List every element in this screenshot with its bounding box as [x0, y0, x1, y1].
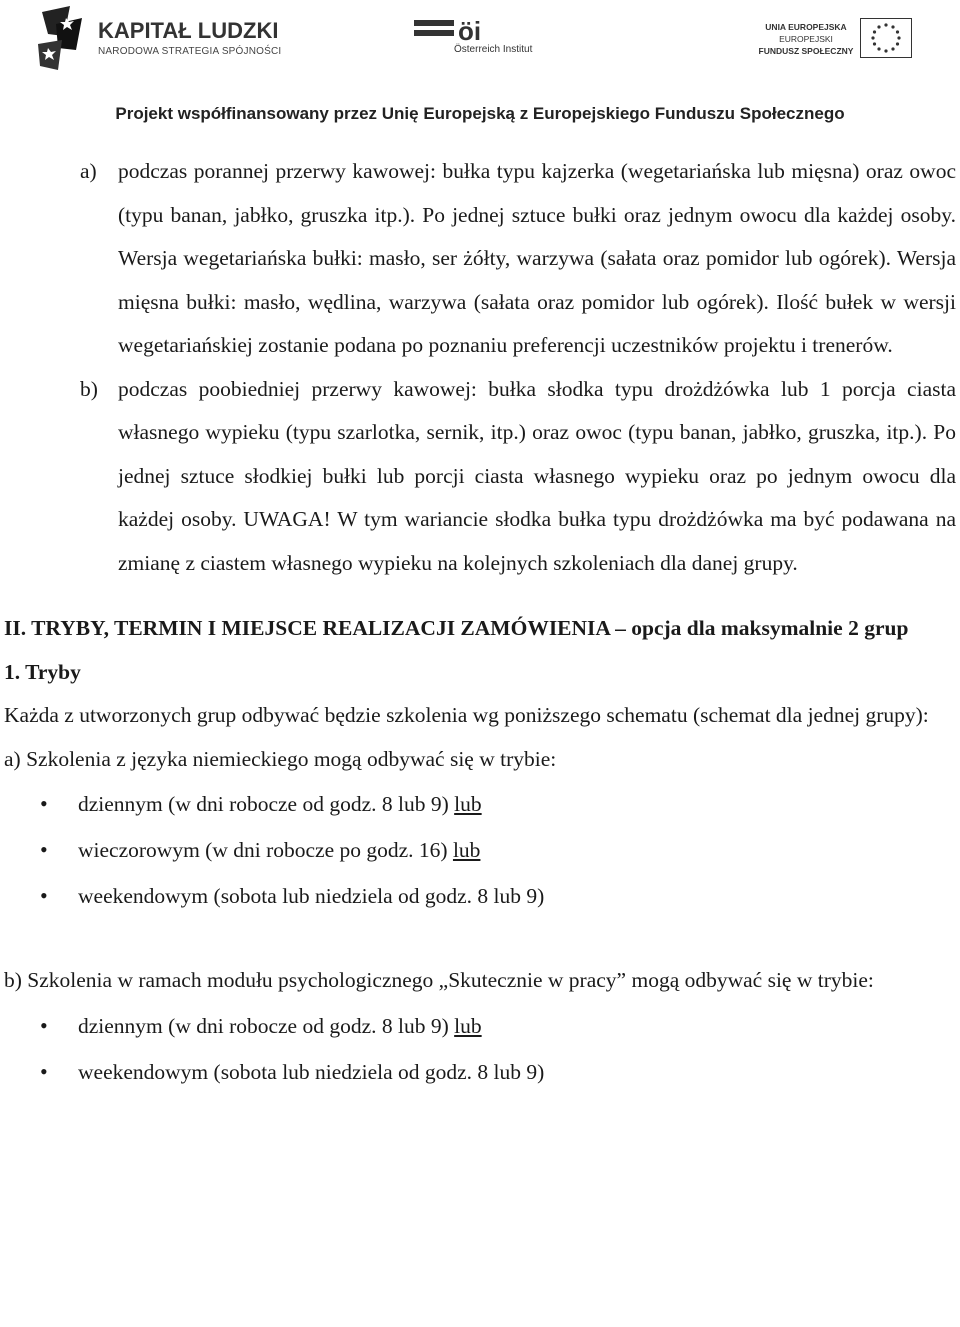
lub-link: lub: [452, 838, 481, 862]
list-b: [4, 1003, 956, 1095]
intro-paragraph: Każda z utworzonych grup odbywać będzie szkolenia wg poniższego schematu (schemat dla jednej grupy):: [4, 703, 929, 727]
list-a: [4, 781, 956, 919]
catering-item-a: [4, 150, 956, 368]
catering-item-b: [4, 368, 956, 586]
list-item: • dziennym (w dni robocze od godz. 8 lub 9) lub: [4, 781, 956, 827]
oi-name: Österreich Institut: [454, 44, 533, 55]
svg-text:öi: öi: [458, 18, 482, 46]
ue-line-3: FUNDUSZ SPOŁECZNY: [758, 46, 854, 56]
list-item: • dziennym (w dni robocze od godz. 8 lub 9) lub: [4, 1003, 956, 1049]
subheading-tryby: 1. Tryby: [4, 659, 81, 684]
ue-line-1: UNIA EUROPEJSKA: [765, 22, 847, 32]
item-a-text: podczas porannej przerwy kawowej: bułka typu kajzerka (wegetariańska lub mięsna) oraz owoc (typu banan, jabłko, gruszka itp.). Po jednej sztuce bułki oraz jednym owocu dla każdej osoby. Wersja wegetariańska bułki: masło, ser żółty, warzywa (sałata oraz pomidor lub ogórek). Wersja mięsna bułki: masło, wędlina, warzywa (sałata oraz pomidor lub ogórek). Ilość bułek w wersji wegetariańskiej zostanie podana po poznaniu preferencji uczestników projektu i trenerów.: [118, 159, 956, 357]
kapital-ludzki-title: KAPITAŁ LUDZKI: [98, 18, 279, 43]
item-a-label: a): [80, 159, 97, 183]
kapital-ludzki-emblem-icon: [36, 4, 96, 76]
section-heading: II. TRYBY, TERMIN I MIEJSCE REALIZACJI ZAMÓWIENIA – opcja dla maksymalnie 2 grup: [4, 616, 909, 640]
project-cofinancing-line: Projekt współfinansowany przez Unię Europejską z Europejskiego Funduszu Społecznego: [115, 104, 845, 123]
list-item: • weekendowym (sobota lub niedziela od godz. 8 lub 9): [4, 873, 956, 919]
oi-emblem-icon: [414, 18, 584, 46]
osterreich-institut-logo: [414, 18, 584, 58]
kapital-ludzki-subtitle: NARODOWA STRATEGIA SPÓJNOŚCI: [98, 46, 282, 57]
list-b-intro: b) Szkolenia w ramach modułu psychologicznego „Skutecznie w pracy” mogą odbywać się w trybie:: [4, 968, 874, 992]
logo-bar: [0, 0, 960, 100]
list-item: • weekendowym (sobota lub niedziela od godz. 8 lub 9): [4, 1049, 956, 1095]
document-body: [4, 150, 956, 1095]
kapital-ludzki-logo: [36, 4, 286, 76]
item-b-text: podczas poobiedniej przerwy kawowej: bułka słodka typu drożdżówka lub 1 porcja ciasta własnego wypieku (typu szarlotka, sernik, itp.) oraz owoc (typu banan, jabłko, gruszka, itp.). Po jednej sztuce słodkiej bułki lub porcji ciasta własnego wypieku oraz po jednym owocu dla każdej osoby. UWAGA! W tym wariancie słodka bułka typu drożdżówka ma być podawana na zmianę z ciastem własnego wypieku na kolejnych szkoleniach dla danej grupy.: [118, 376, 956, 575]
lub-link: lub: [454, 792, 482, 816]
ue-line-2: EUROPEJSKI: [779, 34, 833, 44]
list-item: • wieczorowym (w dni robocze po godz. 16) lub: [4, 827, 956, 873]
item-b-label: b): [80, 376, 98, 401]
lub-link: lub: [454, 1013, 482, 1038]
unia-europejska-logo: [756, 18, 916, 66]
list-a-intro: a) Szkolenia z języka niemieckiego mogą odbywać się w trybie:: [4, 746, 557, 771]
eu-flag-icon: [860, 18, 912, 58]
